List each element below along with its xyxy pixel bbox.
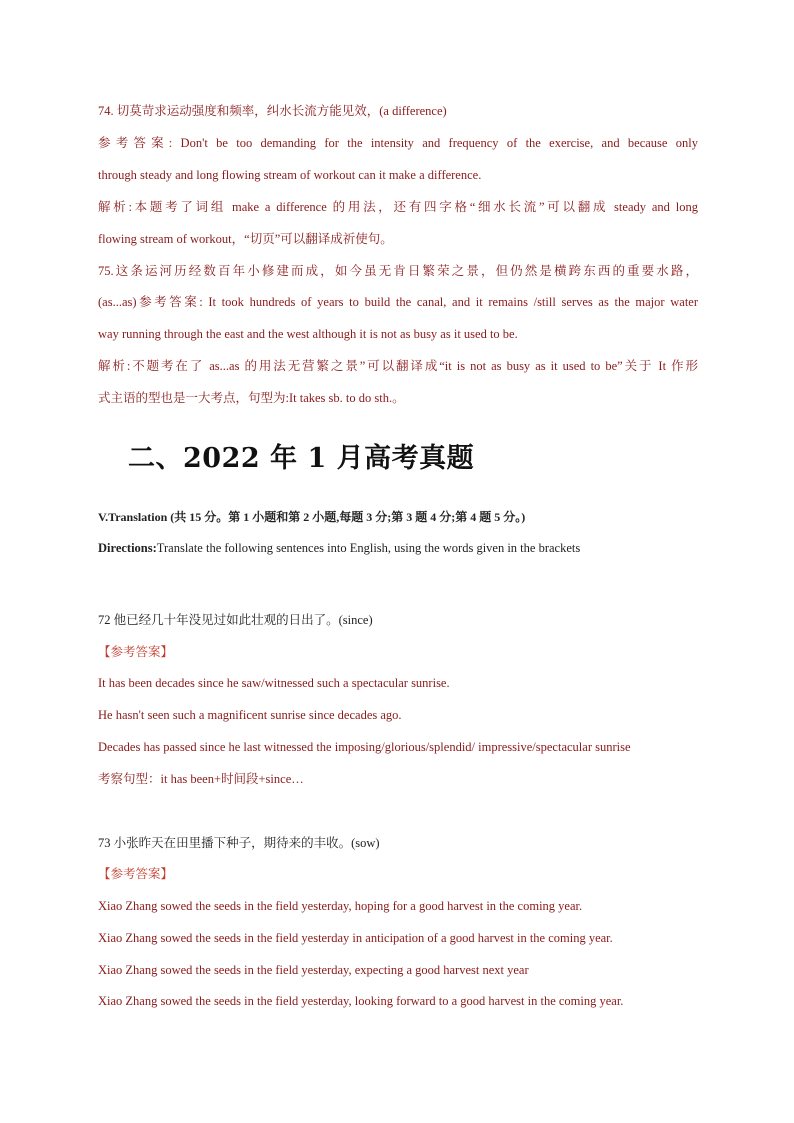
section-heading: 二、2022 年 1 月高考真题 xyxy=(128,443,475,474)
q74-answer-line1: 参考答案: Don't be too demanding for the intensity and frequency of the exercise, and because only xyxy=(98,136,698,150)
q75-answer-line1: (as...as)参考答案: It took hundreds of years to build the canal, and it remains /still serves as the major water xyxy=(98,295,698,309)
q73-answer-3: Xiao Zhang sowed the seeds in the field yesterday, expecting a good harvest next year xyxy=(98,963,529,977)
q73-answer-4: Xiao Zhang sowed the seeds in the field yesterday, looking forward to a good harvest in the coming year. xyxy=(98,994,624,1008)
directions-text: Translate the following sentences into English, using the words given in the brackets xyxy=(156,541,581,555)
q74-analysis-line1: 解析:本题考了词组 make a difference 的用法，还有四字格“细水长流”可以翻成 steady and long xyxy=(98,200,698,214)
q74-analysis-line2: flowing stream of workout，“切页”可以翻译成祈使句。 xyxy=(98,232,393,246)
q72-answer-3: Decades has passed since he last witnessed the imposing/glorious/splendid/ impressive/spectacular sunrise xyxy=(98,740,631,754)
q73-prompt: 73 小张昨天在田里播下种子，期待来的丰收。(sow) xyxy=(98,836,380,850)
q72-answer-label: 【参考答案】 xyxy=(98,645,174,659)
q73-answer-1: Xiao Zhang sowed the seeds in the field yesterday, hoping for a good harvest in the coming year. xyxy=(98,899,583,913)
q72-prompt: 72 他已经几十年没见过如此壮观的日出了。(since) xyxy=(98,613,373,627)
directions-label: Directions: xyxy=(98,541,157,555)
q73-answer-label: 【参考答案】 xyxy=(98,867,174,881)
q72-answer-2: He hasn't seen such a magnificent sunrise since decades ago. xyxy=(98,708,402,722)
translation-instruction: V.Translation (共 15 分。第 1 小题和第 2 小题,每题 3 分;第 3 题 4 分;第 4 题 5 分。) xyxy=(98,510,526,524)
q72-note: 考察句型：it has been+时间段+since… xyxy=(98,772,304,786)
q75-prompt: 75.这条运河历经数百年小修建而成，如今虽无肯日繁荣之景，但仍然是横跨东西的重要水路， xyxy=(98,264,698,278)
q75-analysis-line1: 解析:不题考在了 as...as 的用法无营繁之景”可以翻译成“it is not as busy as it used to be”关于 It 作形 xyxy=(98,359,698,373)
q74-answer-line2: through steady and long flowing stream of workout can it make a difference. xyxy=(98,168,482,182)
q73-answer-2: Xiao Zhang sowed the seeds in the field yesterday in anticipation of a good harvest in the coming year. xyxy=(98,931,613,945)
q72-answer-1: It has been decades since he saw/witnessed such a spectacular sunrise. xyxy=(98,676,450,690)
q75-answer-line2: way running through the east and the west although it is not as busy as it used to be. xyxy=(98,327,518,341)
q75-analysis-line2: 式主语的型也是一大考点，句型为:It takes sb. to do sth.。 xyxy=(98,391,405,405)
directions-line xyxy=(98,540,698,556)
q74-prompt: 74. 切莫苛求运动强度和频率，纠水长流方能见效，(a difference) xyxy=(98,104,447,118)
